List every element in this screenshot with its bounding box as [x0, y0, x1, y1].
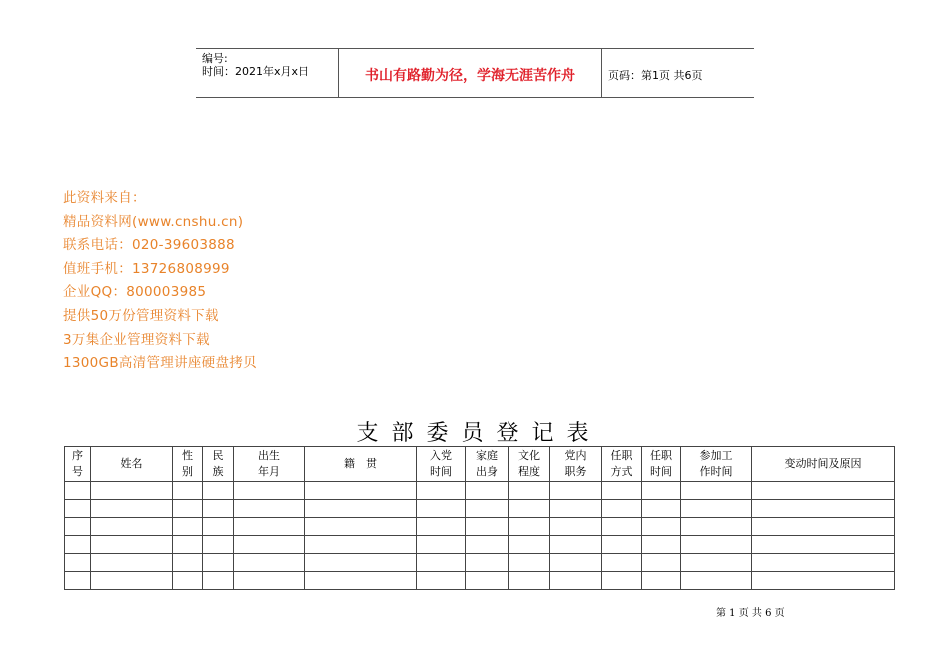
- column-header-line: 号: [72, 465, 83, 478]
- column-header: [642, 447, 681, 482]
- column-header: [602, 447, 642, 482]
- table-cell[interactable]: [509, 518, 550, 536]
- registration-table: [64, 446, 895, 590]
- table-row: [65, 500, 895, 518]
- table-cell[interactable]: [466, 572, 509, 590]
- table-cell[interactable]: [234, 518, 305, 536]
- column-header-line: 性: [182, 449, 193, 462]
- table-cell[interactable]: [91, 536, 173, 554]
- table-cell[interactable]: [65, 500, 91, 518]
- table-cell[interactable]: [642, 536, 681, 554]
- column-header-line: 年月: [258, 465, 280, 478]
- table-cell[interactable]: [752, 482, 895, 500]
- header-page-info: 页码：第1页 共6页: [608, 69, 703, 82]
- table-cell[interactable]: [417, 500, 466, 518]
- column-header-line: 变动时间及原因: [784, 457, 862, 470]
- table-cell[interactable]: [550, 482, 602, 500]
- table-cell[interactable]: [681, 518, 752, 536]
- column-header: [91, 447, 173, 482]
- column-header-line: 出身: [476, 465, 498, 478]
- column-header-line: 时间: [650, 465, 672, 478]
- column-header: [173, 447, 203, 482]
- table-cell[interactable]: [417, 482, 466, 500]
- column-header: [234, 447, 305, 482]
- table-cell[interactable]: [602, 518, 642, 536]
- table-cell[interactable]: [602, 572, 642, 590]
- column-header-line: 别: [182, 465, 193, 478]
- table-cell[interactable]: [91, 482, 173, 500]
- table-cell[interactable]: [173, 536, 203, 554]
- table-cell[interactable]: [509, 554, 550, 572]
- table-cell[interactable]: [509, 572, 550, 590]
- column-header-line: 姓名: [120, 457, 143, 470]
- column-header-line: 任职: [650, 449, 672, 462]
- table-row: [65, 572, 895, 590]
- table-cell[interactable]: [642, 518, 681, 536]
- table-cell[interactable]: [509, 536, 550, 554]
- table-cell[interactable]: [681, 500, 752, 518]
- table-cell[interactable]: [681, 572, 752, 590]
- table-cell[interactable]: [203, 482, 234, 500]
- table-cell[interactable]: [203, 572, 234, 590]
- column-header-line: 族: [212, 465, 224, 478]
- table-cell[interactable]: [417, 518, 466, 536]
- table-cell[interactable]: [173, 554, 203, 572]
- table-cell[interactable]: [602, 500, 642, 518]
- column-header: [65, 447, 91, 482]
- source-line: 1300GB高清管理讲座硬盘拷贝: [63, 355, 257, 372]
- table-cell[interactable]: [173, 482, 203, 500]
- table-cell[interactable]: [466, 536, 509, 554]
- table-cell[interactable]: [602, 554, 642, 572]
- table-cell[interactable]: [550, 572, 602, 590]
- header-motto: 书山有路勤为径，学海无涯苦作舟: [365, 68, 575, 84]
- column-header-line: 籍 贯: [344, 457, 377, 470]
- table-cell[interactable]: [550, 518, 602, 536]
- table-cell[interactable]: [642, 482, 681, 500]
- table-cell[interactable]: [681, 554, 752, 572]
- table-cell[interactable]: [91, 500, 173, 518]
- table-cell[interactable]: [91, 554, 173, 572]
- table-cell[interactable]: [466, 518, 509, 536]
- column-header-line: 时间: [430, 465, 452, 478]
- source-line: 企业QQ：800003985: [63, 284, 207, 301]
- table-cell[interactable]: [91, 572, 173, 590]
- column-header-line: 职务: [564, 465, 587, 478]
- table-cell[interactable]: [234, 500, 305, 518]
- table-cell[interactable]: [65, 536, 91, 554]
- source-info: [63, 187, 257, 376]
- column-header-line: 作时间: [699, 465, 733, 478]
- column-header: [305, 447, 417, 482]
- table-cell[interactable]: [509, 482, 550, 500]
- page-footer: 第 1 页 共 6 页: [716, 608, 785, 619]
- table-cell[interactable]: [466, 554, 509, 572]
- table-cell[interactable]: [203, 554, 234, 572]
- table-row: [65, 518, 895, 536]
- column-header: [752, 447, 895, 482]
- table-cell[interactable]: [305, 554, 417, 572]
- table-cell[interactable]: [203, 536, 234, 554]
- column-header-line: 参加工: [699, 449, 733, 462]
- header-meta: [202, 52, 309, 78]
- document-header: [196, 48, 754, 98]
- column-header-line: 任职: [610, 449, 633, 462]
- table-cell[interactable]: [203, 500, 234, 518]
- column-header-line: 出生: [258, 449, 280, 462]
- table-cell[interactable]: [602, 536, 642, 554]
- table-cell[interactable]: [752, 500, 895, 518]
- table-cell[interactable]: [65, 572, 91, 590]
- column-header: [681, 447, 752, 482]
- table-cell[interactable]: [305, 482, 417, 500]
- source-line: 联系电话：020-39603888: [63, 237, 235, 254]
- table-cell[interactable]: [234, 572, 305, 590]
- column-header-line: 民: [212, 449, 224, 462]
- table-row: [65, 482, 895, 500]
- source-line: 提供50万份管理资料下载: [63, 307, 219, 324]
- table-cell[interactable]: [550, 536, 602, 554]
- table-cell[interactable]: [234, 536, 305, 554]
- table-cell[interactable]: [91, 518, 173, 536]
- table-cell[interactable]: [203, 518, 234, 536]
- column-header-line: 家庭: [476, 449, 498, 462]
- column-header: [550, 447, 602, 482]
- table-cell[interactable]: [234, 482, 305, 500]
- table-cell[interactable]: [305, 572, 417, 590]
- column-header-line: 入党: [430, 449, 452, 462]
- table-cell[interactable]: [173, 500, 203, 518]
- table-cell[interactable]: [417, 554, 466, 572]
- source-line: 3万集企业管理资料下载: [63, 331, 210, 348]
- table-cell[interactable]: [752, 554, 895, 572]
- column-header-line: 方式: [610, 465, 633, 478]
- table-cell[interactable]: [305, 518, 417, 536]
- code-label: 编号:: [202, 52, 228, 65]
- table-cell[interactable]: [509, 500, 550, 518]
- column-header: [203, 447, 234, 482]
- column-header-line: 程度: [518, 465, 540, 478]
- table-row: [65, 536, 895, 554]
- table-cell[interactable]: [642, 572, 681, 590]
- column-header: [509, 447, 550, 482]
- table-row: [65, 554, 895, 572]
- table-cell[interactable]: [550, 554, 602, 572]
- table-cell[interactable]: [65, 482, 91, 500]
- table-cell[interactable]: [417, 536, 466, 554]
- source-line: 此资料来自：: [63, 190, 146, 206]
- table-cell[interactable]: [65, 518, 91, 536]
- table-cell[interactable]: [305, 536, 417, 554]
- table-cell[interactable]: [173, 518, 203, 536]
- column-header: [466, 447, 509, 482]
- table-cell[interactable]: [466, 500, 509, 518]
- table-header-row: [65, 447, 895, 482]
- table-cell[interactable]: [681, 482, 752, 500]
- source-line: 值班手机：13726808999: [63, 260, 230, 277]
- table-cell[interactable]: [752, 518, 895, 536]
- table-cell[interactable]: [417, 572, 466, 590]
- column-header-line: 文化: [518, 449, 540, 462]
- form-title: 支部委员登记表: [356, 421, 602, 446]
- table-cell[interactable]: [602, 482, 642, 500]
- table-cell[interactable]: [173, 572, 203, 590]
- header-divider: [601, 49, 602, 97]
- table-cell[interactable]: [752, 572, 895, 590]
- source-line: 精品资料网(www.cnshu.cn): [63, 213, 244, 230]
- table-cell[interactable]: [752, 536, 895, 554]
- table-cell[interactable]: [550, 500, 602, 518]
- table-cell[interactable]: [642, 554, 681, 572]
- table-cell[interactable]: [681, 536, 752, 554]
- column-header: [417, 447, 466, 482]
- table-cell[interactable]: [65, 554, 91, 572]
- column-header-line: 党内: [564, 449, 587, 462]
- table-cell[interactable]: [642, 500, 681, 518]
- date-label: 时间：2021年x月x日: [202, 65, 310, 78]
- table-cell[interactable]: [234, 554, 305, 572]
- table-cell[interactable]: [466, 482, 509, 500]
- table-cell[interactable]: [305, 500, 417, 518]
- column-header-line: 序: [72, 449, 83, 462]
